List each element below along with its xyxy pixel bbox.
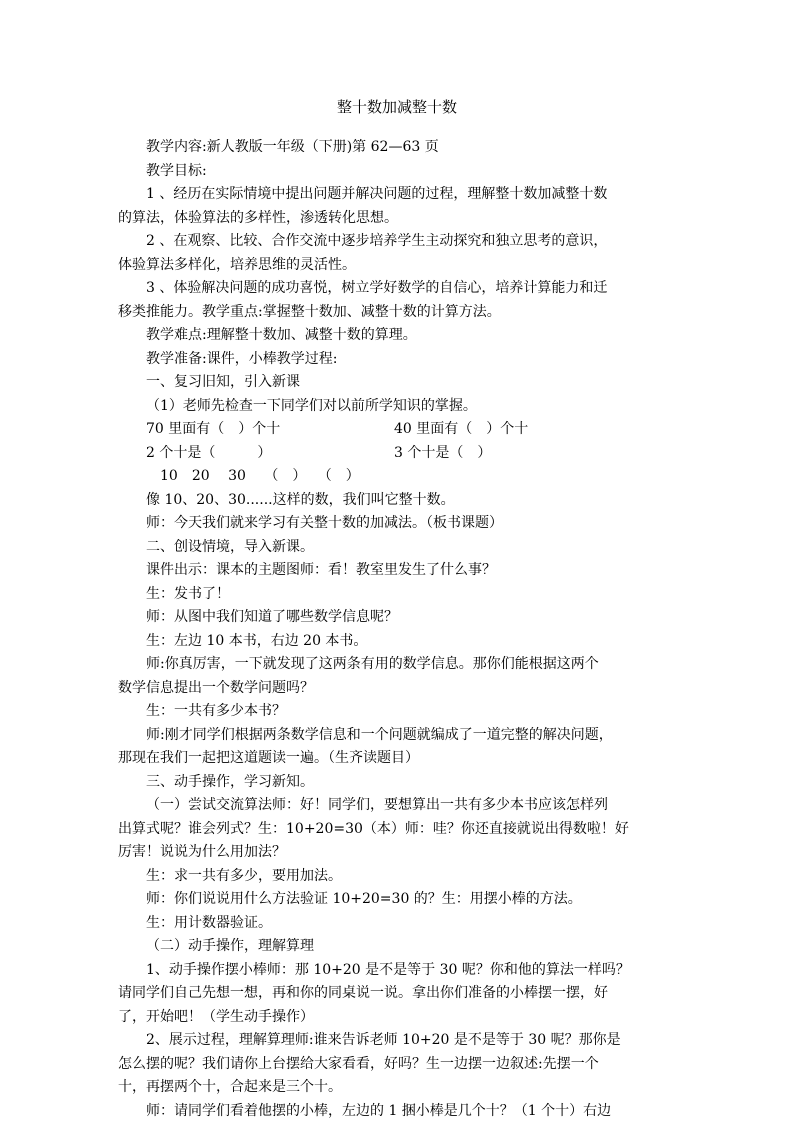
paragraph-line: 请同学们自己先想一想，再和你的同桌说一说。拿出你们准备的小棒摆一摆，好	[118, 985, 608, 1001]
document-title: 整十数加减整十数	[336, 98, 457, 116]
exercise-item: 40 里面有（ ）个十	[394, 421, 529, 437]
paragraph-line: 三、动手操作，学习新知。	[146, 773, 314, 790]
paragraph-line: 生：求一共有多少，要用加法。	[146, 867, 342, 884]
paragraph-line: 1 、经历在实际情境中提出问题并解决问题的过程，理解整十数加减整十数	[146, 186, 608, 202]
paragraph-line: 了，开始吧！（学生动手操作）	[118, 1008, 314, 1025]
paragraph-line: 教学内容:新人教版一年级（下册)第 62—63 页	[146, 139, 439, 155]
paragraph-line: 教学难点:理解整十数加、减整十数的算理。	[146, 327, 417, 343]
paragraph-line: 出算式呢？谁会列式？生：10+20=30（本）师：哇？你还直接就说出得数啦！好	[118, 820, 629, 837]
paragraph-line: 师：今天我们就来学习有关整十数的加减法。（板书课题）	[146, 515, 503, 531]
paragraph-line: 生：一共有多少本书？	[146, 703, 286, 719]
paragraph-line: （1）老师先检查一下同学们对以前所学知识的掌握。	[146, 397, 477, 414]
document-body	[118, 136, 678, 1123]
paragraph-line: 生：左边 10 本书，右边 20 本书。	[146, 632, 368, 649]
paragraph-line: 3 、体验解决问题的成功喜悦，树立学好数学的自信心，培养计算能力和迁	[146, 280, 608, 296]
paragraph-line: 厉害！说说为什么用加法？	[118, 844, 286, 860]
paragraph-line: 师：请同学们看着他摆的小棒，左边的 1 捆小棒是几个十？（1 个十）右边	[146, 1102, 612, 1119]
paragraph-line: 生：用计数器验证。	[146, 914, 272, 931]
number-sequence: 10 20 30 （ ） （ ）	[160, 468, 360, 484]
exercise-item: 2 个十是（ ）	[146, 444, 272, 461]
paragraph-line: 的算法，体验算法的多样性，渗透转化思想。	[118, 209, 398, 226]
exercise-item: 3 个十是（ ）	[394, 444, 492, 461]
exercise-item: 70 里面有（ ）个十	[146, 421, 281, 437]
exercise-row	[118, 418, 678, 442]
paragraph-line: 一、复习旧知，引入新课	[146, 374, 300, 390]
paragraph-line: 像 10、20、30......这样的数，我们叫它整十数。	[146, 491, 455, 508]
paragraph-line: 师：你们说说用什么方法验证 10+20=30 的？生：用摆小棒的方法。	[146, 891, 582, 907]
paragraph-line: 十，再摆两个十，合起来是三个十。	[118, 1079, 342, 1095]
paragraph-line: 教学准备:课件，小棒教学过程:	[146, 350, 338, 367]
paragraph-line: 怎么摆的呢？我们请你上台摆给大家看看，好吗？生一边摆一边叙述:先摆一个	[118, 1055, 599, 1072]
paragraph-line: 体验算法多样化，培养思维的灵活性。	[118, 256, 356, 273]
paragraph-line: 1、动手操作摆小棒师：那 10+20 是不是等于 30 呢？你和他的算法一样吗？	[146, 961, 630, 978]
paragraph-line: 二、创设情境，导入新课。	[146, 538, 314, 555]
paragraph-line: 生：发书了！	[146, 585, 230, 602]
paragraph-line: 师:你真厉害，一下就发现了这两条有用的数学信息。那你们能根据这两个	[146, 656, 599, 672]
paragraph-line: （二）动手操作，理解算理	[146, 938, 314, 954]
paragraph-line: 数学信息提出一个数学问题吗？	[118, 679, 314, 696]
paragraph-line: （一）尝试交流算法师：好！同学们，要想算出一共有多少本书应该怎样列	[146, 797, 608, 813]
exercise-row	[118, 442, 678, 466]
paragraph-line: 2、展示过程，理解算理师:谁来告诉老师 10+20 是不是等于 30 呢？那你是	[146, 1032, 621, 1048]
paragraph-line: 师：从图中我们知道了哪些数学信息呢？	[146, 609, 398, 625]
paragraph-line: 2 、在观察、比较、合作交流中逐步培养学生主动探究和独立思考的意识，	[146, 233, 608, 249]
paragraph-line: 师:刚才同学们根据两条数学信息和一个问题就编成了一道完整的解决问题，	[146, 726, 613, 743]
paragraph-line: 课件出示：课本的主题图师：看！教室里发生了什么事？	[146, 562, 496, 578]
paragraph-line: 教学目标:	[146, 162, 207, 179]
paragraph-line: 那现在我们一起把这道题读一遍。（生齐读题目）	[118, 750, 419, 766]
paragraph-line: 移类推能力。教学重点:掌握整十数加、减整十数的计算方法。	[118, 303, 501, 320]
